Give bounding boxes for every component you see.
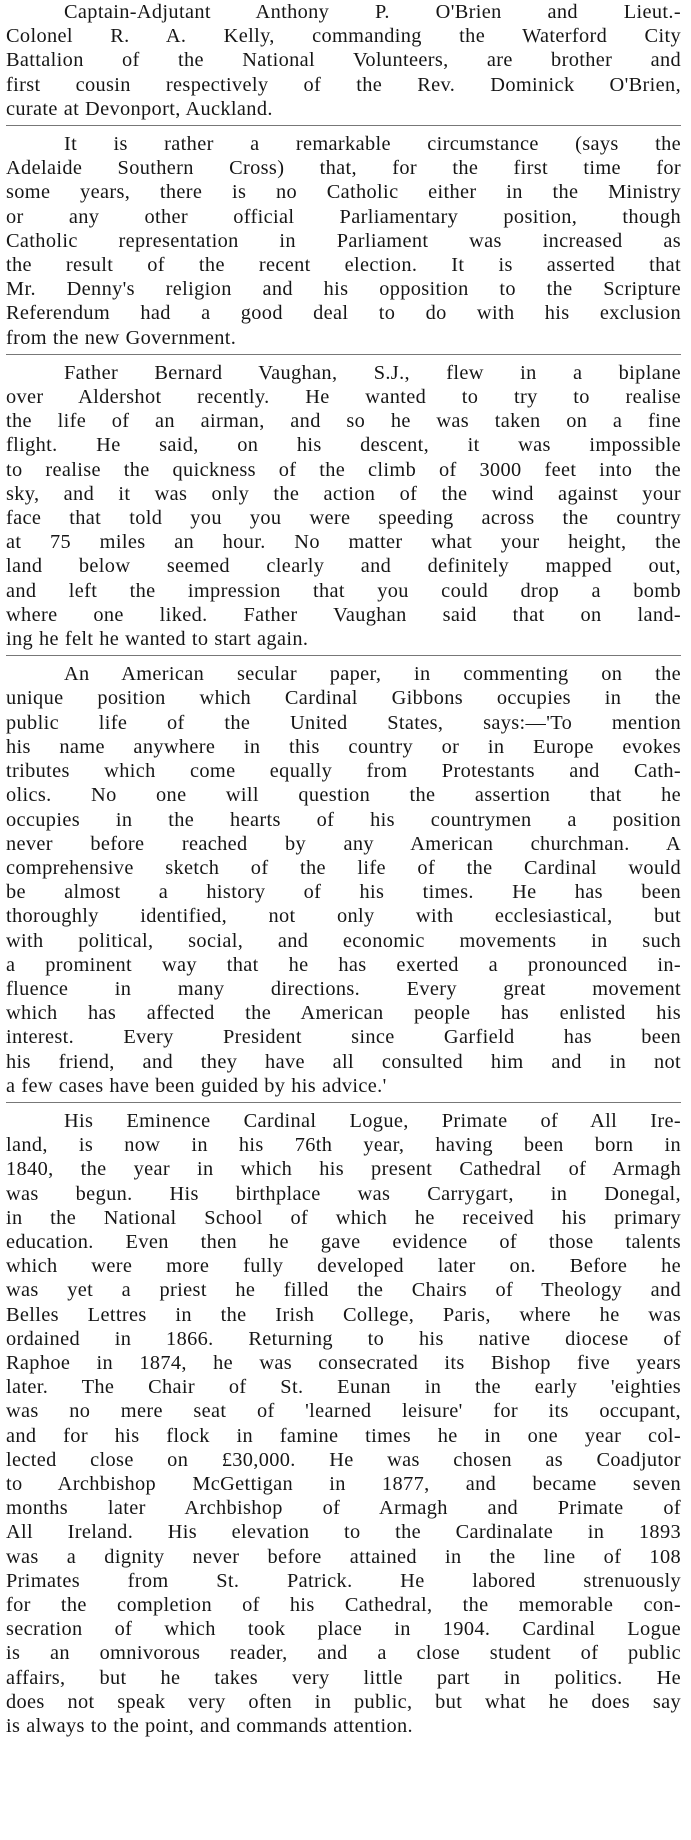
- article-paragraph: [6, 0, 681, 125]
- text-line: or any other official Parliamentary position, though: [6, 205, 681, 228]
- text-line: sky, and it was only the action of the wind against your: [6, 482, 681, 505]
- text-line: never before reached by any American churchman. A: [6, 832, 681, 855]
- text-line: to Archbishop McGettigan in 1877, and became seven: [6, 1472, 681, 1495]
- text-line: land below seemed clearly and definitely mapped out,: [6, 555, 681, 578]
- text-line: was no mere seat of 'learned leisure' for its occupant,: [6, 1400, 681, 1423]
- text-line: An American secular paper, in commenting on the: [64, 663, 681, 686]
- text-line: in the National School of which he received his primary: [6, 1206, 681, 1229]
- article-body: [6, 0, 681, 1742]
- text-line: Adelaide Southern Cross) that, for the first time for: [6, 157, 681, 180]
- article-paragraph: [6, 662, 681, 1102]
- text-line: a prominent way that he has exerted a pronounced in-: [6, 953, 681, 976]
- text-line: his friend, and they have all consulted him and in not: [6, 1050, 681, 1073]
- text-line: be almost a history of his times. He has been: [6, 881, 681, 904]
- text-line: Referendum had a good deal to do with his exclusion: [6, 302, 681, 325]
- text-line: months later Archbishop of Armagh and Primate of: [6, 1497, 681, 1520]
- text-line: interest. Every President since Garfield has been: [6, 1026, 681, 1049]
- text-line: comprehensive sketch of the life of the Cardinal would: [6, 856, 681, 879]
- text-line: Battalion of the National Volunteers, are brother and: [6, 49, 681, 72]
- text-line: was yet a priest he filled the Chairs of Theology and: [6, 1279, 681, 1302]
- text-line: Belles Lettres in the Irish College, Paris, where he was: [6, 1303, 681, 1326]
- text-line: Catholic representation in Parliament was increased as: [6, 229, 681, 252]
- paragraph-divider: [6, 354, 681, 355]
- article-paragraph: [6, 361, 681, 655]
- text-line: face that told you you were speeding across the country: [6, 507, 681, 530]
- text-line: It is rather a remarkable circumstance (says the: [64, 133, 681, 156]
- text-line: was begun. His birthplace was Carrygart, in Donegal,: [6, 1182, 681, 1205]
- text-line: 1840, the year in which his present Cathedral of Armagh: [6, 1158, 681, 1181]
- text-line: Mr. Denny's religion and his opposition to the Scripture: [6, 278, 681, 301]
- text-line: fluence in many directions. Every great movement: [6, 977, 681, 1000]
- text-line: thoroughly identified, not only with ecclesiastical, but: [6, 905, 681, 928]
- text-line: Father Bernard Vaughan, S.J., flew in a biplane: [64, 361, 681, 384]
- text-line: unique position which Cardinal Gibbons occupies in the: [6, 687, 681, 710]
- text-line: secration of which took place in 1904. Cardinal Logue: [6, 1618, 681, 1641]
- text-line: over Aldershot recently. He wanted to try to realise: [6, 386, 681, 409]
- text-line: the result of the recent election. It is asserted that: [6, 254, 681, 277]
- text-line: lected close on £30,000. He was chosen as Coadjutor: [6, 1448, 681, 1471]
- article-paragraph: [6, 132, 681, 354]
- paragraph-divider: [6, 1102, 681, 1103]
- text-line: first cousin respectively of the Rev. Dominick O'Brien,: [6, 73, 681, 96]
- text-line: to realise the quickness of the climb of 3000 feet into the: [6, 458, 681, 481]
- text-line: education. Even then he gave evidence of those talents: [6, 1230, 681, 1253]
- article-paragraph: [6, 1109, 681, 1742]
- paragraph-divider: [6, 655, 681, 656]
- text-line: the life of an airman, and so he was taken on a fine: [6, 410, 681, 433]
- text-line: Colonel R. A. Kelly, commanding the Waterford City: [6, 25, 681, 48]
- text-line: which were more fully developed later on. Before he: [6, 1255, 681, 1278]
- text-line: All Ireland. His elevation to the Cardinalate in 1893: [6, 1521, 681, 1544]
- text-line: Primates from St. Patrick. He labored strenuously: [6, 1569, 681, 1592]
- text-line: with political, social, and economic movements in such: [6, 929, 681, 952]
- text-line: tributes which come equally from Protestants and Cath-: [6, 760, 681, 783]
- text-line: which has affected the American people has enlisted his: [6, 1002, 681, 1025]
- text-line: a few cases have been guided by his advice.': [6, 1074, 387, 1097]
- text-line: at 75 miles an hour. No matter what your height, the: [6, 531, 681, 554]
- text-line: some years, there is no Catholic either in the Ministry: [6, 181, 681, 204]
- text-line: his name anywhere in this country or in Europe evokes: [6, 735, 681, 758]
- text-line: was a dignity never before attained in the line of 108: [6, 1545, 681, 1568]
- text-line: ing he felt he wanted to start again.: [6, 628, 309, 651]
- text-line: Captain-Adjutant Anthony P. O'Brien and Lieut.-: [64, 1, 681, 23]
- text-line: public life of the United States, says:—'To mention: [6, 711, 681, 734]
- text-line: does not speak very often in public, but what he does say: [6, 1690, 681, 1713]
- text-line: from the new Government.: [6, 326, 237, 349]
- text-line: affairs, but he takes very little part in politics. He: [6, 1666, 681, 1689]
- text-line: Raphoe in 1874, he was consecrated its Bishop five years: [6, 1351, 681, 1374]
- paragraph-divider: [6, 125, 681, 126]
- text-line: olics. No one will question the assertion that he: [6, 784, 681, 807]
- text-line: is always to the point, and commands attention.: [6, 1715, 413, 1738]
- text-line: His Eminence Cardinal Logue, Primate of All Ire-: [64, 1109, 681, 1132]
- text-line: flight. He said, on his descent, it was impossible: [6, 434, 681, 457]
- text-line: curate at Devonport, Auckland.: [6, 97, 273, 120]
- text-line: is an omnivorous reader, and a close student of public: [6, 1642, 681, 1665]
- text-line: ordained in 1866. Returning to his native diocese of: [6, 1327, 681, 1350]
- text-line: for the completion of his Cathedral, the memorable con-: [6, 1594, 681, 1616]
- text-line: and for his flock in famine times he in one year col-: [6, 1424, 681, 1447]
- text-line: land, is now in his 76th year, having been born in: [6, 1134, 681, 1157]
- text-line: where one liked. Father Vaughan said that on land-: [6, 603, 681, 626]
- text-line: occupies in the hearts of his countrymen a position: [6, 808, 681, 831]
- text-line: later. The Chair of St. Eunan in the early 'eighties: [6, 1376, 681, 1399]
- text-line: and left the impression that you could drop a bomb: [6, 579, 681, 602]
